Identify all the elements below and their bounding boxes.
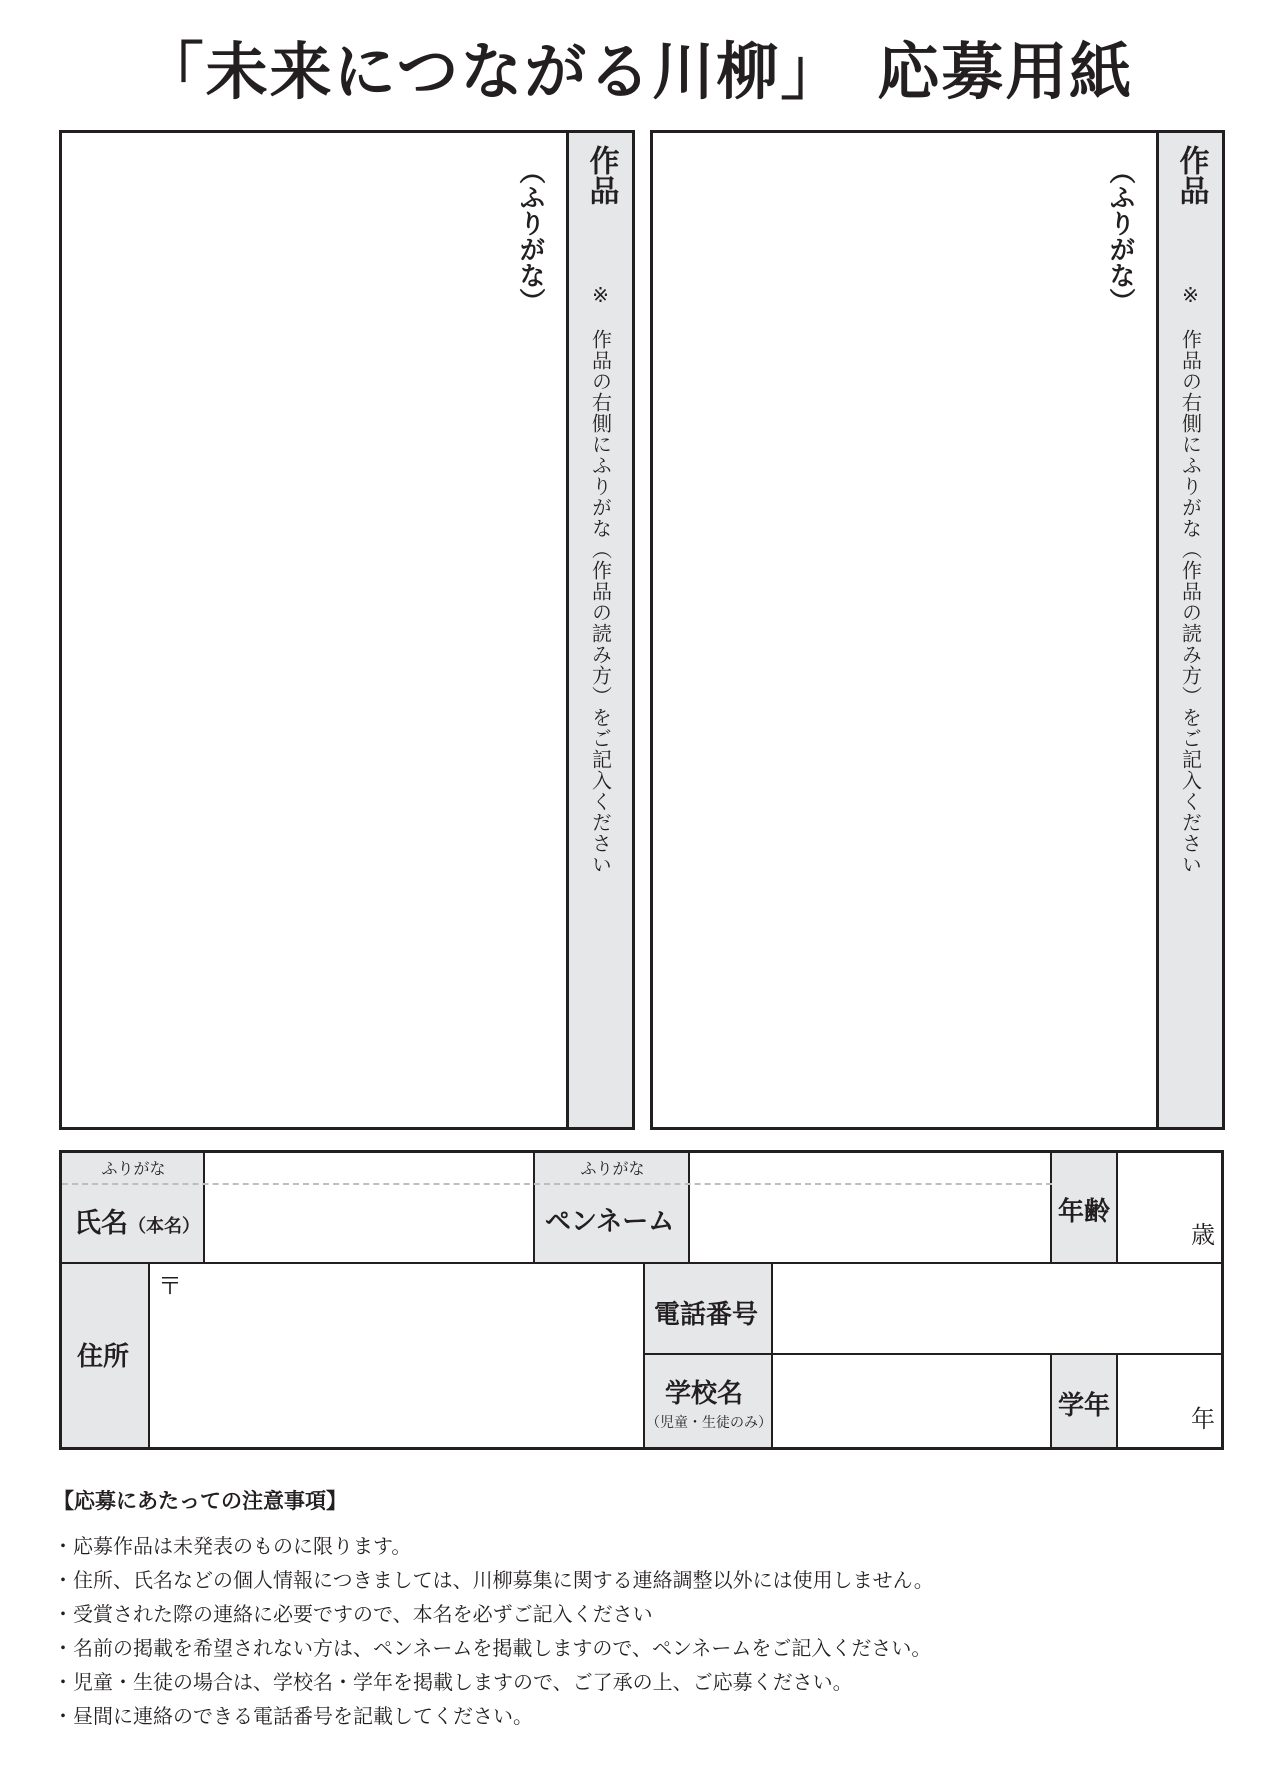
age-input[interactable] bbox=[1118, 1153, 1221, 1264]
grade-unit: 年 bbox=[1191, 1405, 1215, 1433]
entry-box-right bbox=[650, 130, 1225, 1130]
penname-furigana-label: ふりがな bbox=[580, 1159, 645, 1178]
penname-header bbox=[535, 1153, 690, 1264]
age-header bbox=[1052, 1153, 1118, 1264]
entry-label: 作品 bbox=[583, 145, 619, 205]
age-unit: 歳 bbox=[1191, 1221, 1215, 1249]
furigana-divider bbox=[62, 1183, 1052, 1185]
notes-item: ・応募作品は未発表のものに限ります。 bbox=[53, 1534, 412, 1558]
postal-mark: 〒 bbox=[158, 1272, 182, 1300]
notes-item: ・受賞された際の連絡に必要ですので、本名を必ずご記入ください bbox=[53, 1602, 653, 1626]
address-input[interactable] bbox=[150, 1264, 645, 1447]
notes-item: ・住所、氏名などの個人情報につきましては、川柳募集に関する連絡調整以外には使用しません。 bbox=[53, 1568, 934, 1592]
name-sub-label: （本名） bbox=[128, 1216, 200, 1237]
grade-input[interactable] bbox=[1118, 1355, 1221, 1447]
name-label: 氏名（本名） bbox=[74, 1208, 200, 1239]
entry-side-panel bbox=[566, 133, 632, 1127]
address-label: 住所 bbox=[77, 1342, 130, 1372]
phone-header bbox=[645, 1264, 773, 1355]
furigana-label: （ふりがな） bbox=[1105, 158, 1135, 314]
entry-note: ※ 作品の右側にふりがな（作品の読み方）をご記入ください bbox=[588, 283, 613, 875]
entry-side-panel bbox=[1156, 133, 1222, 1127]
entry-label: 作品 bbox=[1173, 145, 1209, 205]
school-input[interactable] bbox=[773, 1355, 1052, 1447]
entry-write-area[interactable] bbox=[62, 133, 566, 1127]
notes-item: ・名前の掲載を希望されない方は、ペンネームを掲載しますので、ペンネームをご記入ください。 bbox=[53, 1636, 932, 1660]
grade-header bbox=[1052, 1355, 1118, 1447]
page-title: 「未来につながる川柳」 応募用紙 bbox=[141, 35, 1134, 108]
school-label: 学校名 bbox=[665, 1379, 744, 1409]
phone-label: 電話番号 bbox=[654, 1300, 759, 1330]
notes-heading: 【応募にあたっての注意事項】 bbox=[53, 1489, 347, 1513]
furigana-label: （ふりがな） bbox=[515, 158, 545, 314]
notes-section bbox=[53, 1485, 1233, 1733]
school-header bbox=[645, 1355, 773, 1447]
penname-label: ペンネーム bbox=[545, 1207, 675, 1237]
entry-box-left bbox=[59, 130, 635, 1130]
entry-write-area[interactable] bbox=[653, 133, 1156, 1127]
info-form bbox=[59, 1150, 1224, 1450]
phone-input[interactable] bbox=[773, 1264, 1221, 1355]
penname-input[interactable] bbox=[690, 1153, 1052, 1264]
notes-item: ・児童・生徒の場合は、学校名・学年を掲載しますので、ご了承の上、ご応募ください。 bbox=[53, 1670, 853, 1694]
name-input[interactable] bbox=[205, 1153, 535, 1264]
grade-label: 学年 bbox=[1058, 1391, 1111, 1421]
name-furigana-label: ふりがな bbox=[101, 1159, 166, 1178]
age-label: 年齢 bbox=[1058, 1197, 1111, 1227]
address-header bbox=[62, 1264, 150, 1447]
name-header bbox=[62, 1153, 205, 1264]
entry-note: ※ 作品の右側にふりがな（作品の読み方）をご記入ください bbox=[1178, 283, 1203, 875]
notes-item: ・昼間に連絡のできる電話番号を記載してください。 bbox=[53, 1704, 533, 1728]
school-sub-label: （児童・生徒のみ） bbox=[646, 1415, 772, 1431]
